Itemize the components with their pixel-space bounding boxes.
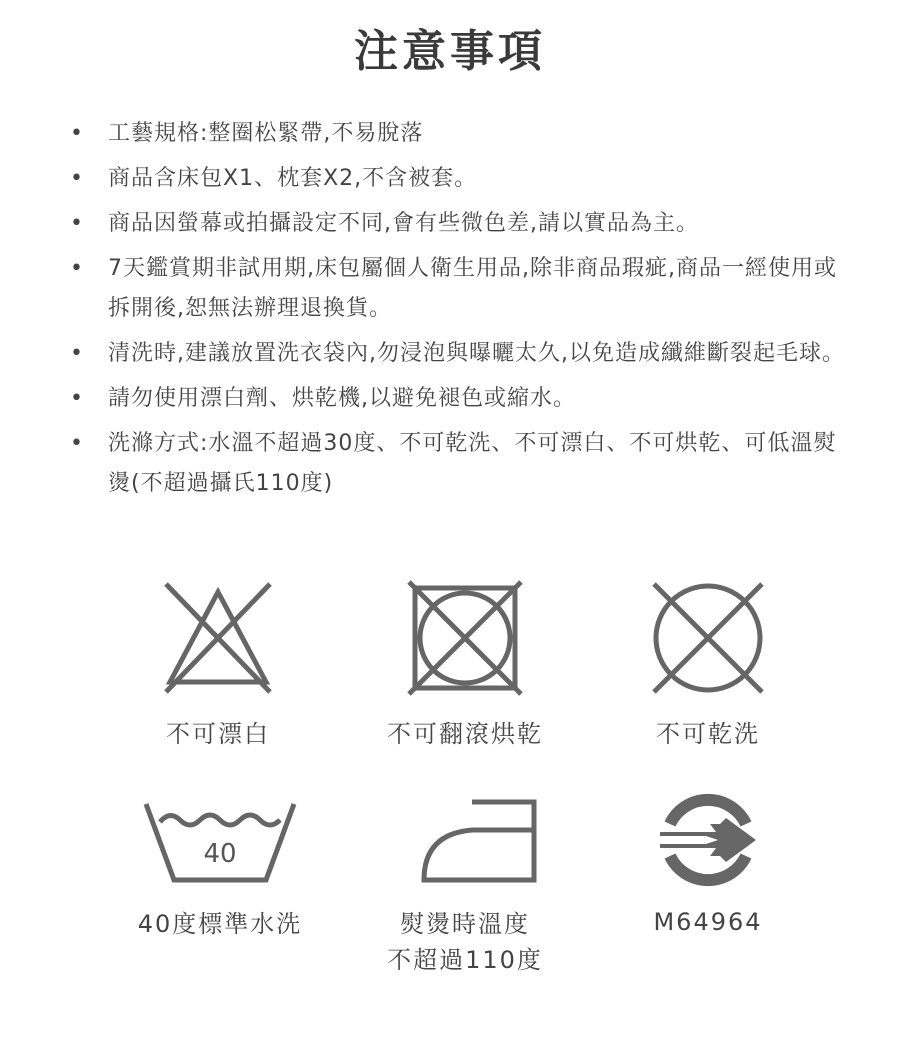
care-label: M64964 (653, 908, 763, 936)
bullet: • (70, 166, 84, 191)
note-text: 洗滌方式:水溫不超過30度、不可乾洗、不可漂白、不可烘乾、可低溫熨燙(不超過攝氏110度) (108, 431, 837, 496)
note-text: 工藝規格:整圈松緊帶,不易脫落 (108, 121, 424, 146)
list-item (60, 424, 850, 504)
list-item (60, 204, 850, 244)
note-text: 商品含床包X1、枕套X2,不含被套。 (108, 166, 478, 191)
notes-list (60, 114, 850, 509)
list-item (60, 114, 850, 154)
bullet: • (70, 256, 84, 281)
list-item (60, 159, 850, 199)
list-item (60, 249, 850, 329)
list-item (60, 379, 850, 419)
note-text: 商品因螢幕或拍攝設定不同,會有些微色差,請以實品為主。 (108, 211, 699, 236)
care-label: 不可漂白 (166, 720, 270, 748)
note-text: 請勿使用漂白劑、烘乾機,以避免褪色或縮水。 (108, 386, 576, 411)
care-label: 不可翻滾烘乾 (387, 720, 543, 748)
care-no-dry-clean (608, 578, 808, 752)
no-dry-clean-icon (648, 578, 768, 698)
care-iron (365, 794, 565, 978)
note-text: 清洗時,建議放置洗衣袋內,勿浸泡與曝曬太久,以免造成纖維斷裂起毛球。 (108, 341, 845, 366)
page-title: 注意事項 (354, 26, 546, 77)
bullet: • (70, 431, 84, 456)
no-bleach-icon (158, 578, 278, 698)
care-label: 不超過110度 (387, 946, 543, 974)
care-bsmi (608, 788, 808, 940)
note-text: 7天鑑賞期非試用期,床包屬個人衛生用品,除非商品瑕疵,商品一經使用或拆開後,恕無法辦理退換貨。 (108, 256, 837, 321)
care-label: 熨燙時溫度 (400, 910, 530, 938)
bullet: • (70, 341, 84, 366)
bsmi-mark-icon (656, 788, 760, 892)
iron-icon (390, 794, 540, 888)
care-label: 40度標準水洗 (137, 910, 303, 938)
bullet: • (70, 386, 84, 411)
care-label: 不可乾洗 (656, 720, 760, 748)
care-no-bleach (118, 578, 318, 752)
care-no-tumble-dry (365, 578, 565, 752)
bullet: • (70, 211, 84, 236)
wash-40-icon (140, 794, 300, 888)
no-tumble-dry-icon (405, 578, 525, 698)
wash-temperature: 40 (203, 839, 237, 869)
bullet: • (70, 121, 84, 146)
list-item (60, 334, 850, 374)
care-wash-40 (120, 794, 320, 942)
